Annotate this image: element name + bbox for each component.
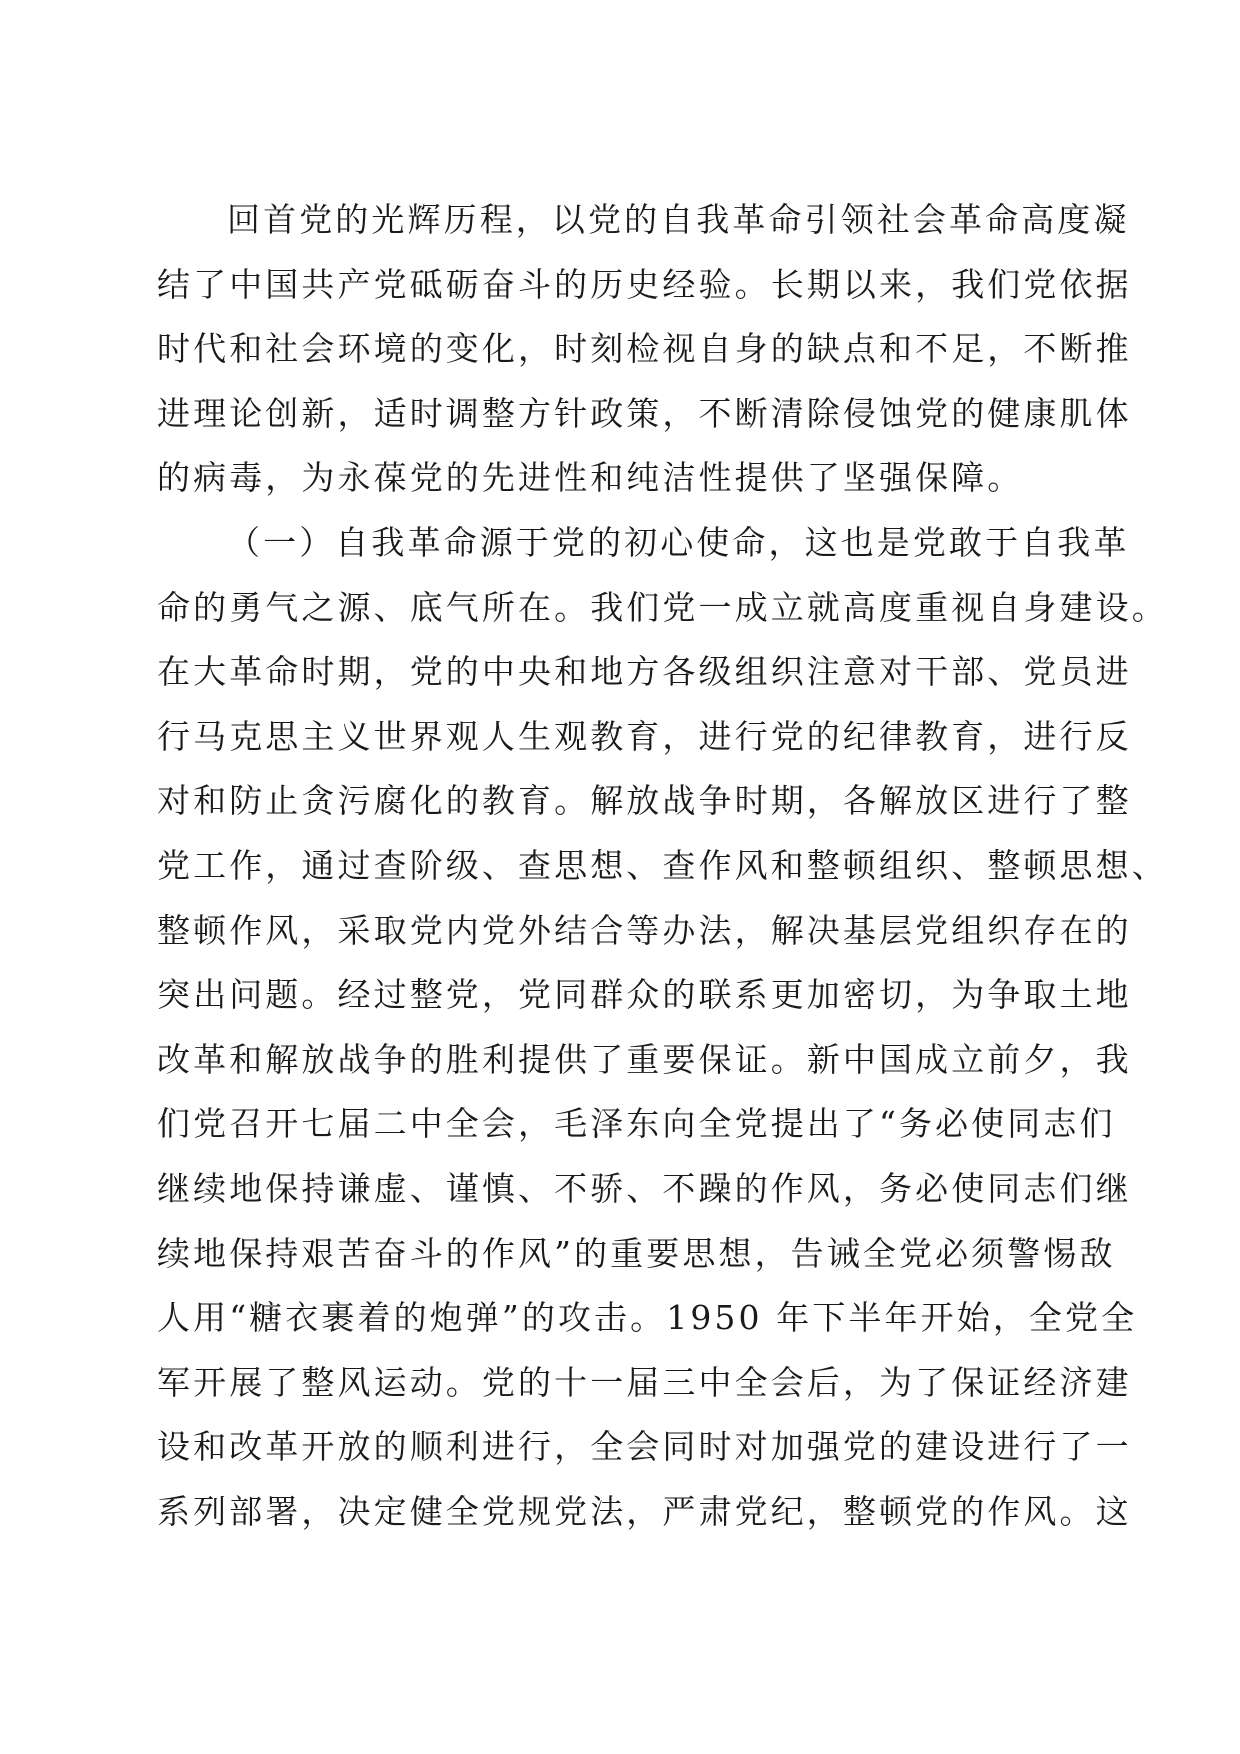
paragraph-line: 对和防止贪污腐化的教育。解放战争时期，各解放区进行了整 [157, 781, 1132, 821]
paragraph-line: 时代和社会环境的变化，时刻检视自身的缺点和不足，不断推 [157, 329, 1132, 369]
paragraph-line: 整顿作风，采取党内党外结合等办法，解决基层党组织存在的 [157, 910, 1132, 950]
paragraph-line: 们党召开七届二中全会，毛泽东向全党提出了“务必使同志们 [157, 1104, 1116, 1144]
paragraph-line: 改革和解放战争的胜利提供了重要保证。新中国成立前夕，我 [157, 1039, 1132, 1079]
paragraph-line: 回首党的光辉历程，以党的自我革命引领社会革命高度凝 [227, 200, 1130, 239]
paragraph-line: 行马克思主义世界观人生观教育，进行党的纪律教育，进行反 [157, 716, 1132, 756]
paragraph-line: 党工作，通过查阶级、查思想、查作风和整顿组织、整顿思想、 [157, 845, 1168, 885]
paragraph-line: 续地保持艰苦奋斗的作风”的重要思想，告诫全党必须警惕敌 [157, 1233, 1116, 1273]
paragraph-line: 系列部署，决定健全党规党法，严肃党纪，整顿党的作风。这 [157, 1491, 1132, 1531]
paragraph-line: 命的勇气之源、底气所在。我们党一成立就高度重视自身建设。 [157, 587, 1168, 627]
paragraph-line: 继续地保持谦虚、谨慎、不骄、不躁的作风，务必使同志们继 [157, 1168, 1132, 1208]
paragraph-line: 进理论创新，适时调整方针政策，不断清除侵蚀党的健康肌体 [157, 393, 1132, 433]
paragraph-line: 军开展了整风运动。党的十一届三中全会后，为了保证经济建 [157, 1362, 1132, 1402]
paragraph-line: 人用“糖衣裹着的炮弹”的攻击。1950 年下半年开始，全党全 [157, 1298, 1138, 1338]
paragraph-line: 突出问题。经过整党，党同群众的联系更加密切，为争取土地 [157, 975, 1132, 1015]
body-text [157, 188, 1168, 1544]
paragraph-line: 设和改革开放的顺利进行，全会同时对加强党的建设进行了一 [157, 1427, 1132, 1467]
paragraph-line: （一）自我革命源于党的初心使命，这也是党敢于自我革 [227, 522, 1130, 562]
paragraph-line: 的病毒，为永葆党的先进性和纯洁性提供了坚强保障。 [157, 458, 1024, 498]
paragraph-line: 在大革命时期，党的中央和地方各级组织注意对干部、党员进 [157, 652, 1132, 692]
paragraph-1 [157, 188, 1132, 511]
paragraph-line: 结了中国共产党砥砺奋斗的历史经验。长期以来，我们党依据 [157, 264, 1132, 304]
paragraph-2 [157, 511, 1168, 1545]
